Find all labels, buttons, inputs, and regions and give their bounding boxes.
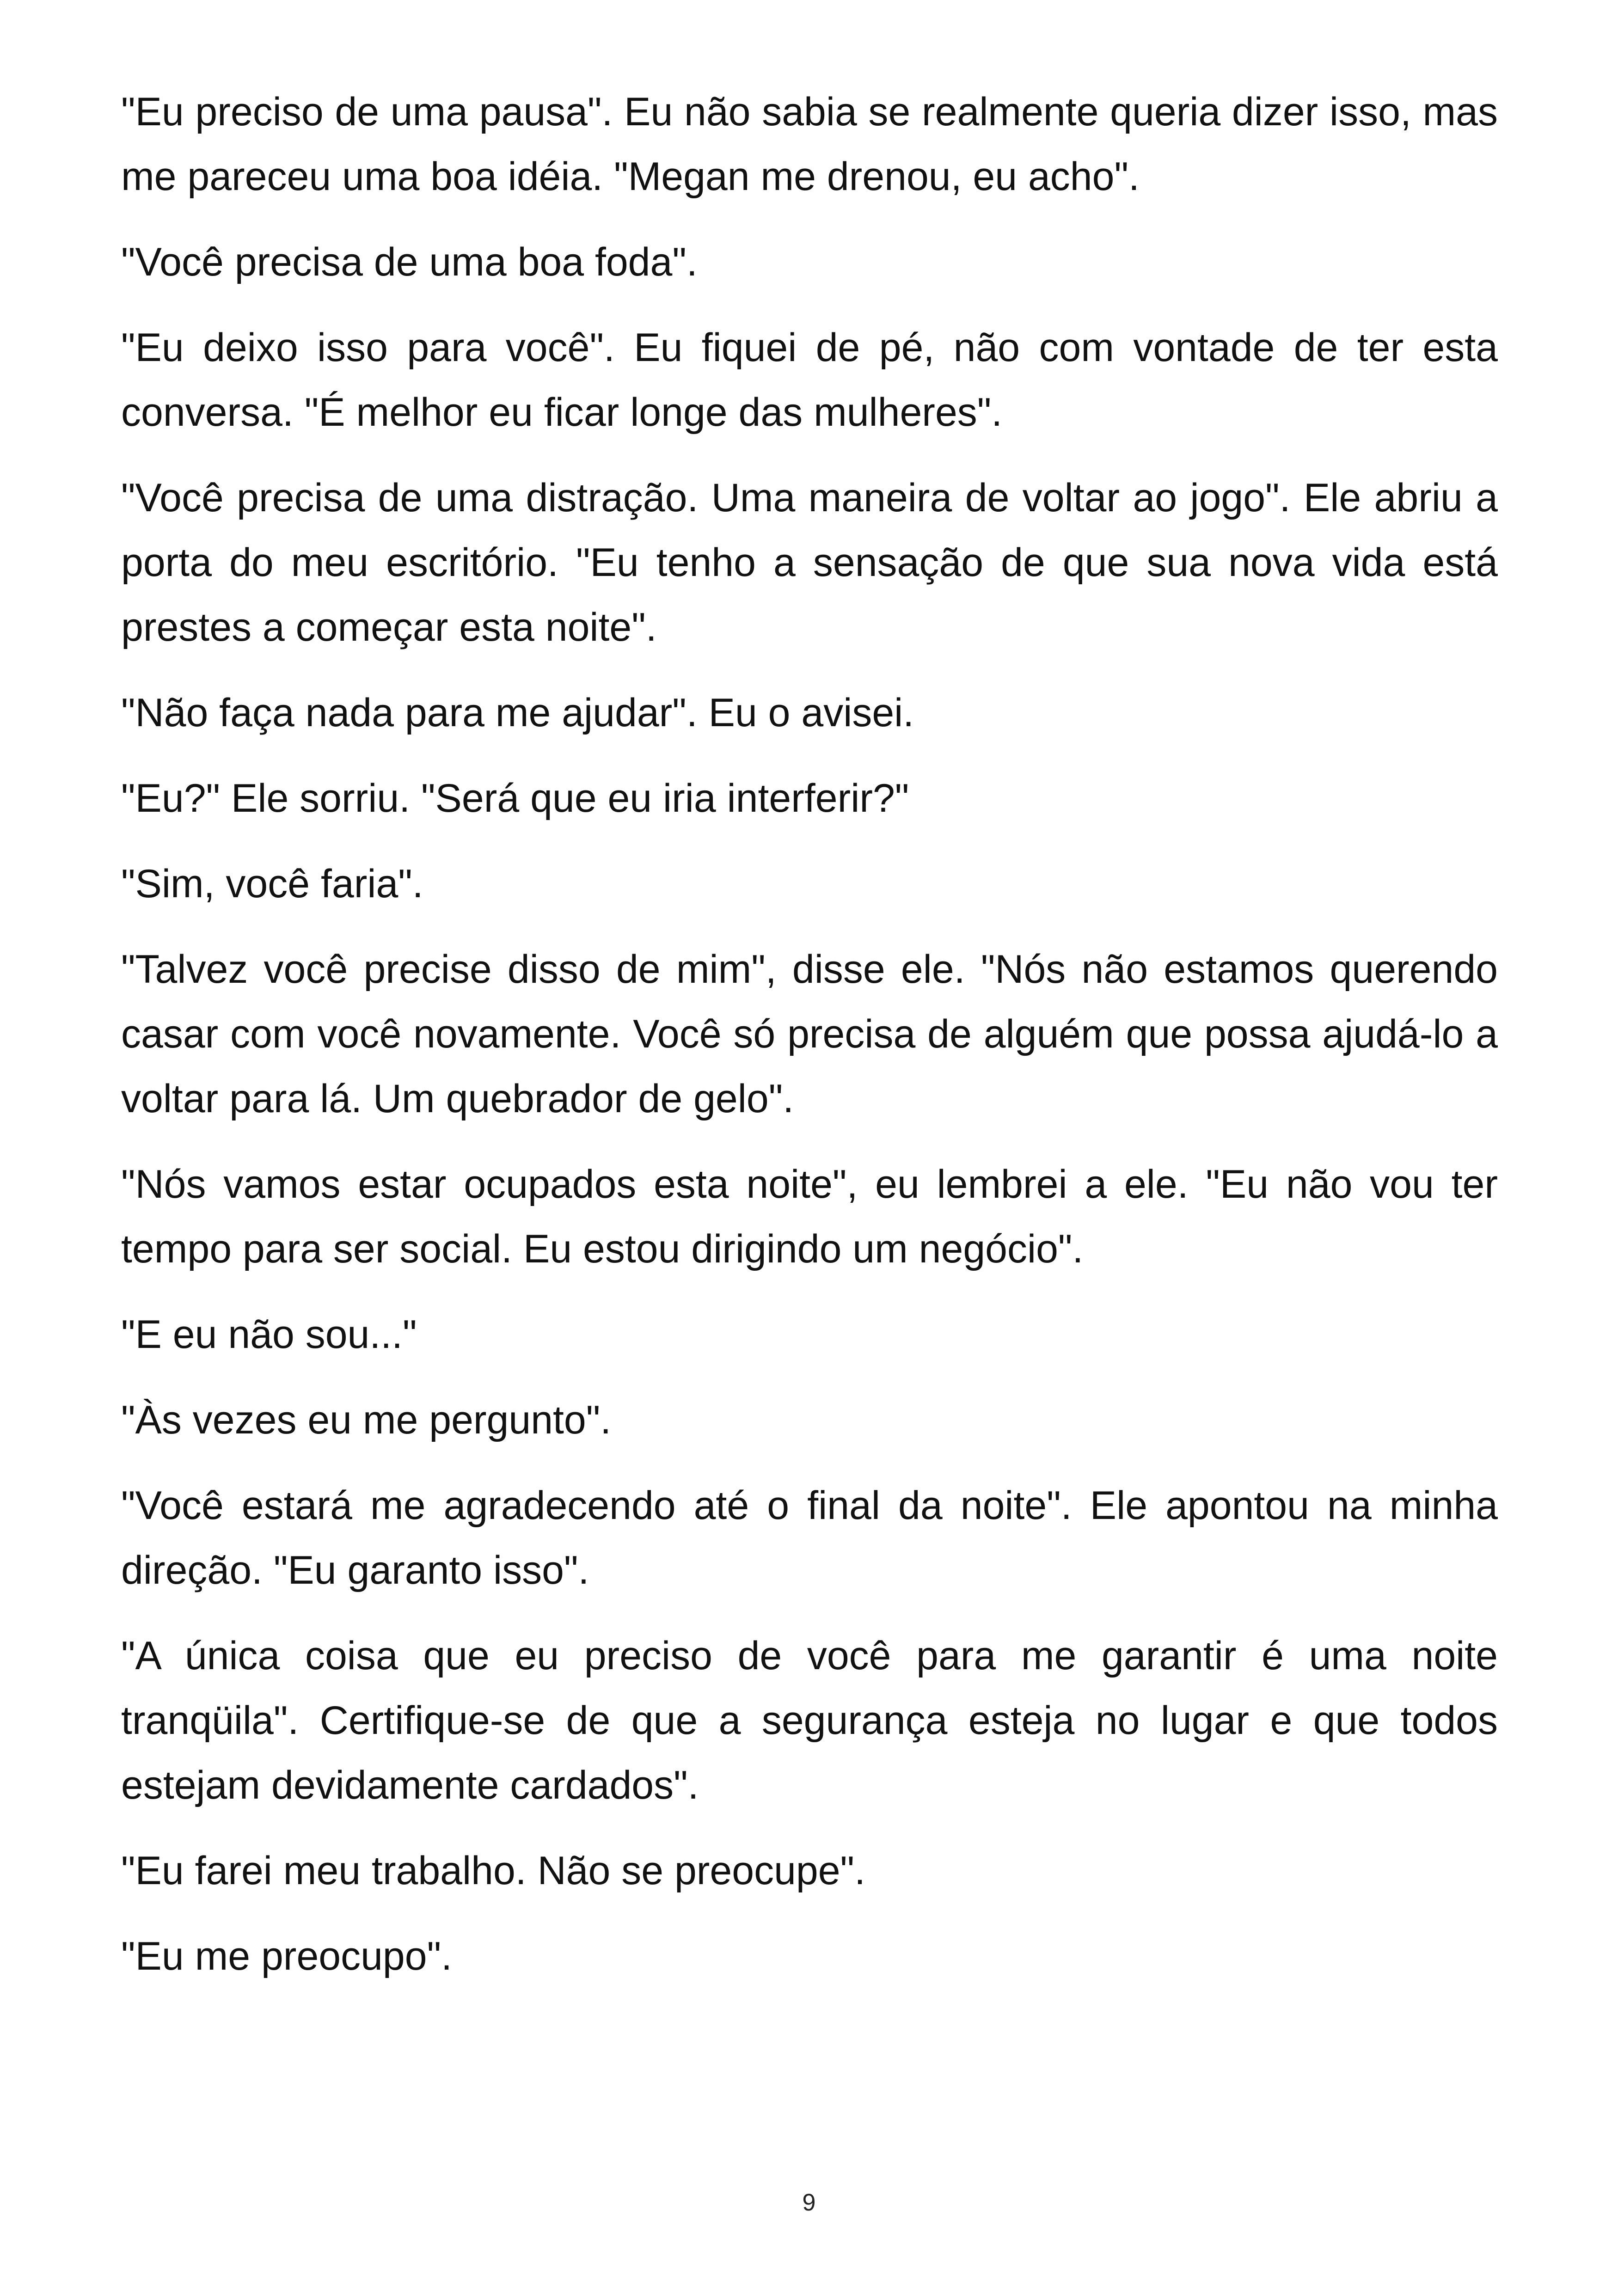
paragraph: "Às vezes eu me pergunto". — [121, 1398, 612, 1442]
paragraph: "A única coisa que eu preciso de você para me garantir é uma noite tranqüila". Certifique-se de que a segurança esteja no lugar e que todos estejam devidamente cardados". — [121, 1634, 1498, 1807]
paragraph: "Sim, você faria". — [121, 862, 423, 906]
paragraph: "Talvez você precise disso de mim", disse ele. "Nós não estamos querendo casar com você novamente. Você só precisa de alguém que possa ajudá-lo a voltar para lá. Um quebrador de gelo". — [121, 947, 1498, 1121]
paragraph: "Eu?" Ele sorriu. "Será que eu iria interferir?" — [121, 776, 909, 820]
paragraph: "Você precisa de uma boa foda". — [121, 240, 698, 284]
paragraph: "Não faça nada para me ajudar". Eu o avisei. — [121, 691, 914, 735]
paragraph: "Você estará me agradecendo até o final da noite". Ele apontou na minha direção. "Eu garanto isso". — [121, 1483, 1498, 1592]
paragraph: "Eu deixo isso para você". Eu fiquei de pé, não com vontade de ter esta conversa. "É melhor eu ficar longe das mulheres". — [121, 325, 1498, 435]
body-text — [121, 80, 1498, 2009]
paragraph: "Eu preciso de uma pausa". Eu não sabia se realmente queria dizer isso, mas me pareceu uma boa idéia. "Megan me drenou, eu acho". — [121, 90, 1498, 199]
paragraph: "Eu me preocupo". — [121, 1934, 453, 1978]
paragraph: "Você precisa de uma distração. Uma maneira de voltar ao jogo". Ele abriu a porta do meu escritório. "Eu tenho a sensação de que sua nova vida está prestes a começar esta noite". — [121, 476, 1498, 649]
paragraph: "Eu farei meu trabalho. Não se preocupe". — [121, 1849, 865, 1893]
page-number: 9 — [802, 2189, 816, 2216]
paragraph: "E eu não sou..." — [121, 1312, 417, 1357]
paragraph: "Nós vamos estar ocupados esta noite", eu lembrei a ele. "Eu não vou ter tempo para ser social. Eu estou dirigindo um negócio". — [121, 1162, 1498, 1271]
